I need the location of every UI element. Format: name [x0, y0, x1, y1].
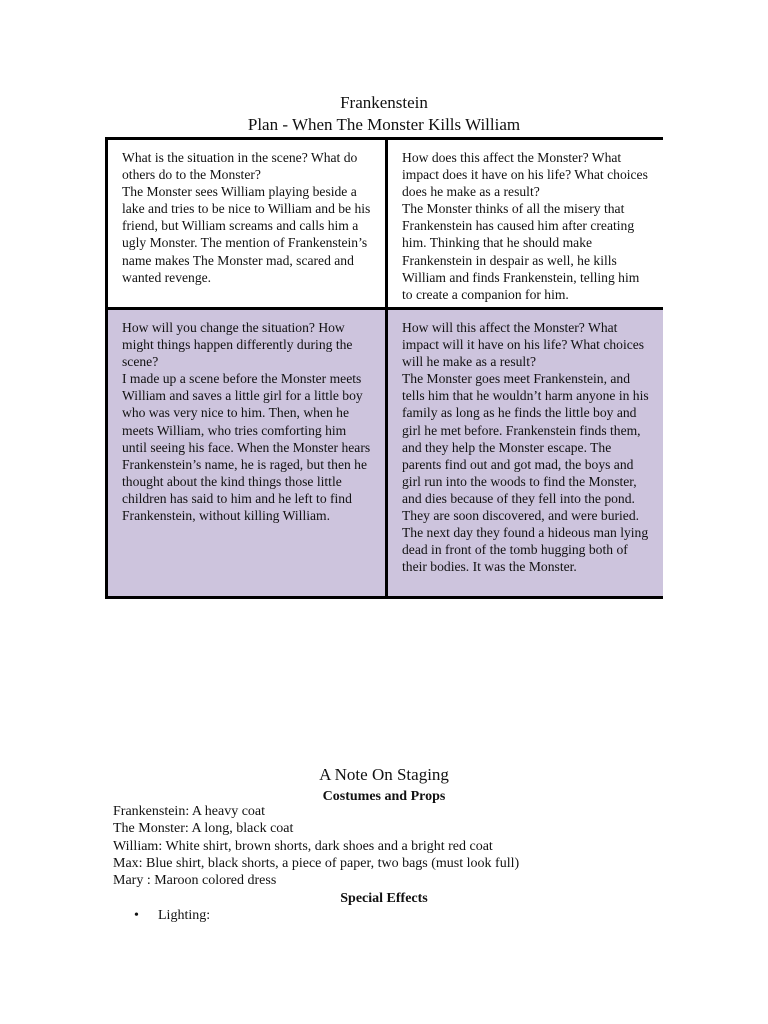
- costume-line: William: White shirt, brown shorts, dark shoes and a bright red coat: [113, 838, 493, 854]
- effect-question: How does this affect the Monster? What impact does it have on his life? What choices does he make as a result?: [402, 150, 648, 200]
- document-title: Frankenstein: [340, 93, 428, 112]
- change-answer: I made up a scene before the Monster meets William and saves a little girl for a little boy who was very nice to him. Then, when he meets William, who tries comforting him until seeing his face. When the Monster hears Frankenstein’s name, he is raged, but then he thought about the kind things those little children has said to him and he left to find Frankenstein, without killing William.: [122, 371, 371, 524]
- change-cell: [108, 310, 388, 596]
- new-effect-cell: [388, 310, 663, 596]
- effects-item-label: Lighting:: [158, 908, 211, 923]
- new-effect-answer: The Monster goes meet Frankenstein, and tells him that he wouldn’t harm anyone in his family as long as he finds the little boy and girl he met before. Frankenstein finds them, and they help the Monster escape. The parents find out and got mad, the boys and girl run into the woods to find the Monster, and dies because of they fell into the pond. They are soon discovered, and were buried. The next day they found a hideous man lying dead in front of the tomb hugging both of their bodies. It was the Monster.: [402, 371, 649, 575]
- situation-cell: [108, 140, 388, 310]
- new-effect-question: How will this affect the Monster? What impact will it have on his life? What choices will he make as a result?: [402, 320, 645, 370]
- costumes-heading: Costumes and Props: [322, 789, 446, 804]
- costume-line: The Monster: A long, black coat: [113, 821, 294, 837]
- bullet-icon: •: [134, 908, 139, 923]
- staging-title: A Note On Staging: [319, 765, 449, 784]
- costume-line: Frankenstein: A heavy coat: [113, 804, 266, 819]
- situation-question: What is the situation in the scene? What do others do to the Monster?: [122, 150, 358, 183]
- costume-line: Max: Blue shirt, black shorts, a piece of paper, two bags (must look full): [113, 855, 520, 871]
- plan-table: [105, 137, 663, 599]
- effects-list-item: [134, 907, 210, 924]
- effects-heading: Special Effects: [340, 891, 428, 906]
- costume-line: Mary : Maroon colored dress: [113, 873, 277, 889]
- effect-answer: The Monster thinks of all the misery that Frankenstein has caused him after creating him. Thinking that he should make Frankenstein in despair as well, he kills William and finds Frankenstein, telling him to create a companion for him.: [402, 201, 640, 302]
- document-subtitle: Plan - When The Monster Kills William: [247, 115, 521, 134]
- situation-answer: The Monster sees William playing beside a lake and tries to be nice to William and be his friend, but William screams and calls him a ugly Monster. The mention of Frankenstein’s name makes The Monster mad, scared and wanted revenge.: [122, 184, 371, 285]
- costume-list: [113, 803, 519, 889]
- effect-cell: [388, 140, 663, 310]
- change-question: How will you change the situation? How might things happen differently during the scene?: [122, 320, 353, 370]
